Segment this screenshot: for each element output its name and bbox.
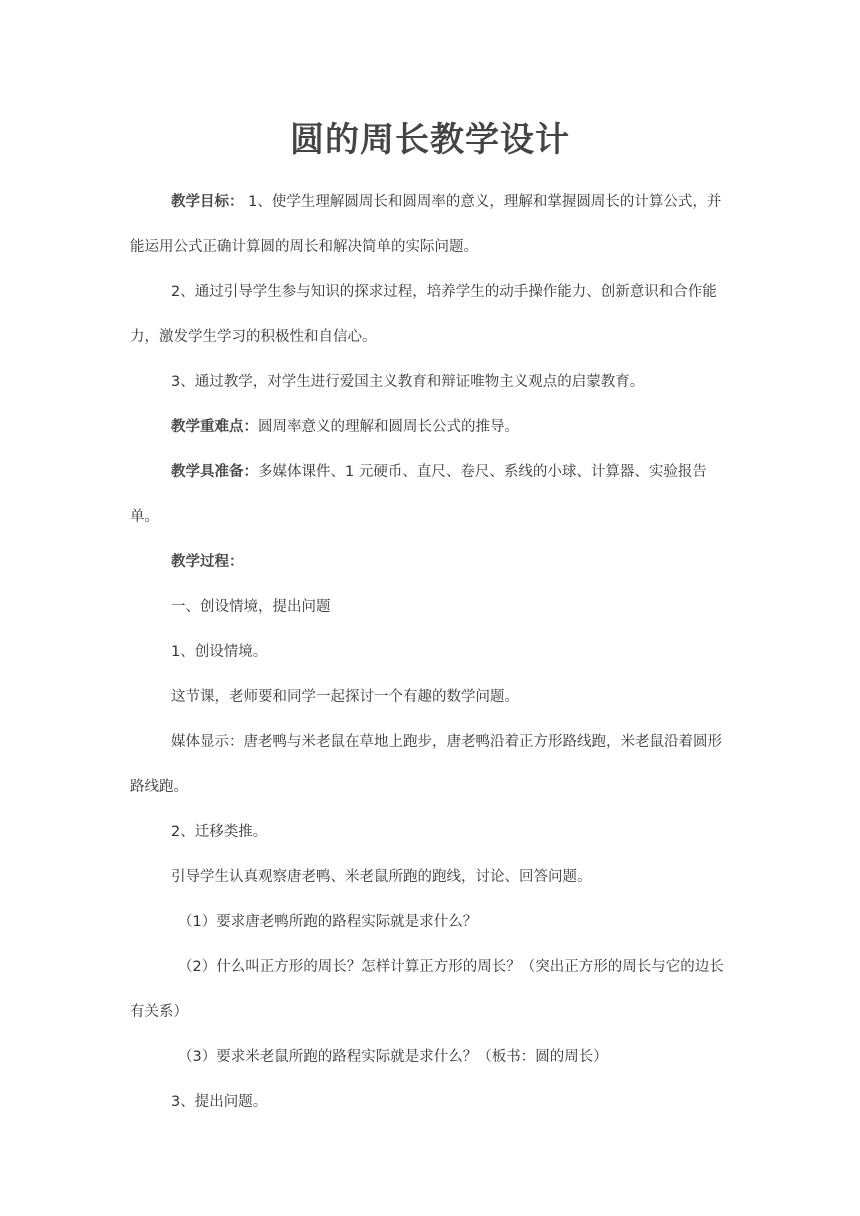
document-body xyxy=(130,180,730,1125)
teaching-goal-1-text: 1、使学生理解圆周长和圆周率的意义，理解和掌握圆周长的计算公式，并能运用公式正确计算圆的周长和解决简单的实际问题。 xyxy=(130,194,722,255)
teaching-goal-label: 教学目标： xyxy=(171,194,244,210)
teaching-prep xyxy=(130,450,730,540)
teaching-goal-3: 3、通过教学，对学生进行爱国主义教育和辩证唯物主义观点的启蒙教育。 xyxy=(171,374,645,390)
teaching-goal-2: 2、通过引导学生参与知识的探求过程，培养学生的动手操作能力、创新意识和合作能力，激发学生学习的积极性和自信心。 xyxy=(130,284,717,345)
teaching-prep-text: 多媒体课件、1 元硬币、直尺、卷尺、系线的小球、计算器、实验报告单。 xyxy=(130,464,707,525)
teaching-process-label: 教学过程： xyxy=(171,554,244,570)
key-points-label: 教学重难点： xyxy=(171,419,258,435)
step-2-text: 引导学生认真观察唐老鸭、米老鼠所跑的跑线，讨论、回答问题。 xyxy=(171,869,592,885)
teaching-goal-1 xyxy=(130,180,730,270)
key-points xyxy=(130,405,730,450)
step-3-heading: 3、提出问题。 xyxy=(171,1094,268,1110)
media-display-text: 媒体显示：唐老鸭与米老鼠在草地上跑步，唐老鸭沿着正方形路线跑，米老鼠沿着圆形路线跑。 xyxy=(130,734,722,795)
question-2: （2）什么叫正方形的周长？怎样计算正方形的周长？（突出正方形的周长与它的边长有关系） xyxy=(130,959,724,1020)
teaching-prep-label: 教学具准备： xyxy=(171,464,258,480)
teaching-process xyxy=(130,540,730,585)
key-points-text: 圆周率意义的理解和圆周长公式的推导。 xyxy=(258,419,519,435)
step-2-heading: 2、迁移类推。 xyxy=(171,824,268,840)
step-1-text: 这节课，老师要和同学一起探讨一个有趣的数学问题。 xyxy=(171,689,519,705)
question-3: （3）要求米老鼠所跑的路程实际就是求什么？（板书：圆的周长） xyxy=(178,1049,608,1065)
document-title: 圆的周长教学设计 xyxy=(290,120,570,160)
section-heading-1: 一、创设情境，提出问题 xyxy=(171,599,331,615)
step-1-heading: 1、创设情境。 xyxy=(171,644,268,660)
question-1: （1）要求唐老鸭所跑的路程实际就是求什么？ xyxy=(178,914,478,930)
